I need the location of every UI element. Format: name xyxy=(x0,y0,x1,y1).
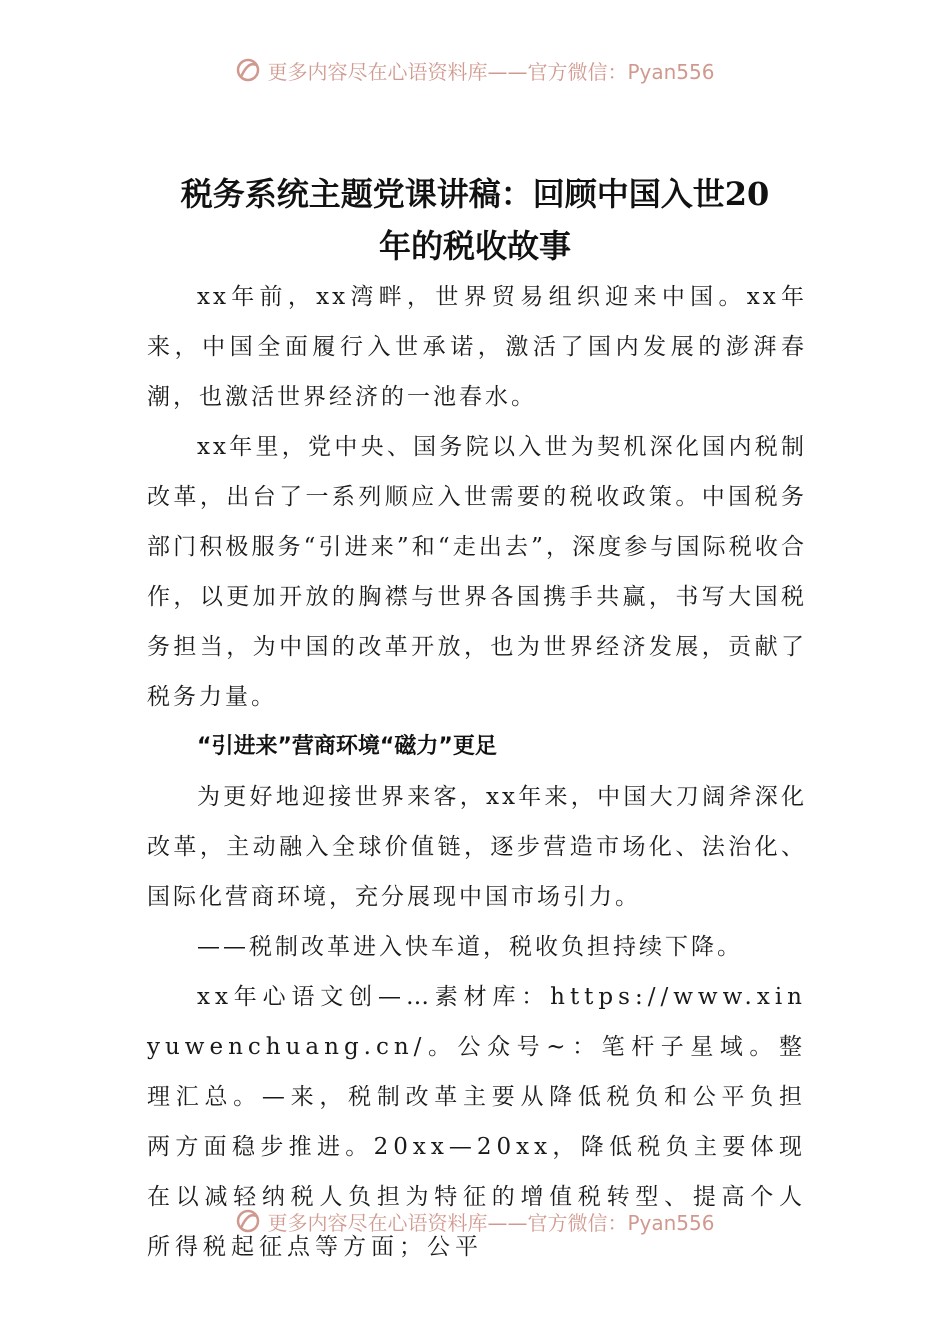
title-line-1: 税务系统主题党课讲稿：回顾中国入世20 xyxy=(180,175,770,213)
watermark-logo-icon xyxy=(235,1208,261,1234)
watermark-text: 更多内容尽在心语资料库——官方微信：Pyan556 xyxy=(267,59,715,84)
paragraph-reform: xx年里，党中央、国务院以入世为契机深化国内税制改革，出台了一系列顺应入世需要的税收政策。中国税务部门积极服务“引进来”和“走出去”，深度参与国际税收合作，以更加开放的胸襟与世界各国携手共赢，书写大国税务担当，为中国的改革开放，也为世界经济发展，贡献了税务力量。 xyxy=(147,434,807,710)
paragraph-intro: xx年前，xx湾畔，世界贸易组织迎来中国。xx年来，中国全面履行入世承诺，激活了国内发展的澎湃春潮，也激活世界经济的一池春水。 xyxy=(147,284,807,410)
paragraph-tax-reform-detail: xx年心语文创—…素材库：https://www.xinyuwenchuang.cn/。公众号~：笔杆子星域。整理汇总。—来，税制改革主要从降低税负和公平负担两方面稳步推进。20xx—20xx，降低税负主要体现在以减轻纳税人负担为特征的增值税转型、提高个人所得税起征点等方面；公平 xyxy=(147,984,807,1260)
watermark-header xyxy=(0,55,950,85)
title-line-2: 年的税收故事 xyxy=(378,227,571,265)
paragraph-business-environment: 为更好地迎接世界来客，xx年来，中国大刀阔斧深化改革，主动融入全球价值链，逐步营造市场化、法治化、国际化营商环境，充分展现中国市场引力。 xyxy=(147,784,807,910)
watermark-text: 更多内容尽在心语资料库——官方微信：Pyan556 xyxy=(267,1210,715,1235)
section-heading: “引进来”营商环境“磁力”更足 xyxy=(197,734,497,759)
document-body xyxy=(147,272,807,1272)
paragraph-tax-reform-lead: ——税制改革进入快车道，税收负担持续下降。 xyxy=(197,934,743,960)
page-title xyxy=(140,168,810,272)
watermark-logo-icon xyxy=(235,57,261,83)
watermark-footer xyxy=(0,1206,950,1236)
